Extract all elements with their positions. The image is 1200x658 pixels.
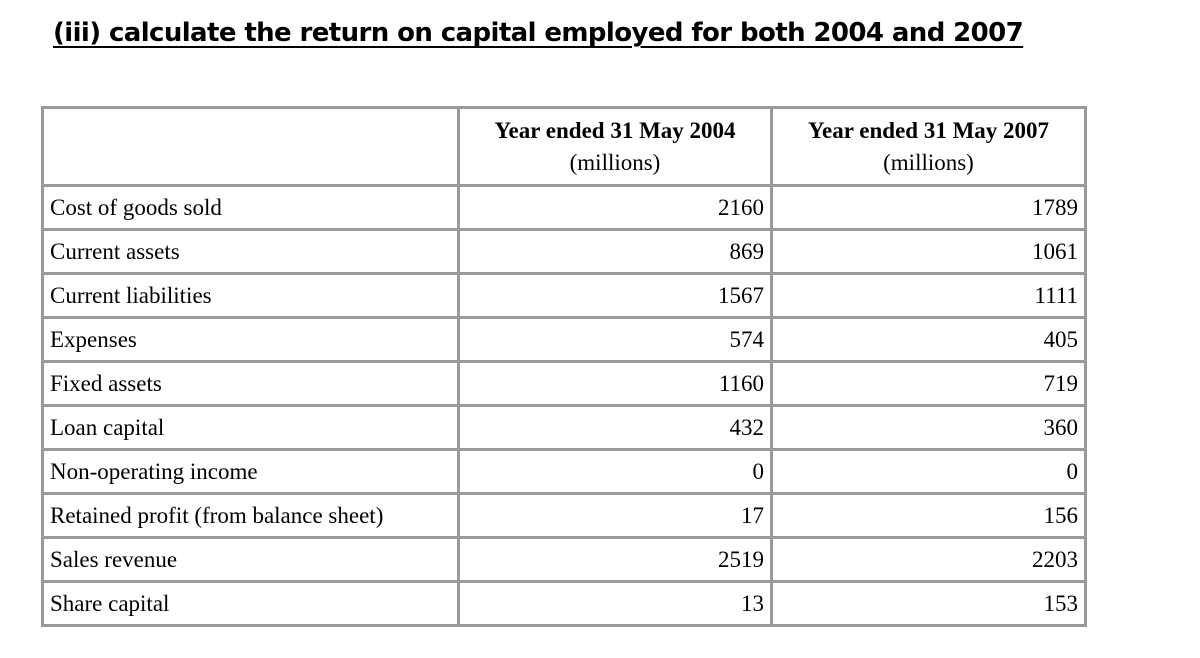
table-row — [44, 451, 1084, 495]
header-year-2007-unit: (millions) — [883, 149, 974, 175]
table-row — [44, 495, 1084, 539]
value-2007: 360 — [773, 407, 1084, 451]
table-row — [44, 231, 1084, 275]
value-2007: 719 — [773, 363, 1084, 407]
value-2004: 432 — [460, 407, 773, 451]
value-2007: 1789 — [773, 187, 1084, 231]
value-2007: 156 — [773, 495, 1084, 539]
value-2004: 2519 — [460, 539, 773, 583]
financial-data-table — [41, 106, 1087, 627]
header-year-2007-title: Year ended 31 May 2007 — [807, 118, 1050, 144]
value-2004: 1567 — [460, 275, 773, 319]
value-2004: 17 — [460, 495, 773, 539]
row-label: Sales revenue — [44, 539, 460, 583]
value-2004: 574 — [460, 319, 773, 363]
row-label: Current assets — [44, 231, 460, 275]
value-2004: 0 — [460, 451, 773, 495]
table-row — [44, 539, 1084, 583]
row-label: Retained profit (from balance sheet) — [44, 495, 460, 539]
row-label: Loan capital — [44, 407, 460, 451]
row-label: Fixed assets — [44, 363, 460, 407]
value-2007: 2203 — [773, 539, 1084, 583]
header-year-2007 — [773, 109, 1084, 187]
header-corner-cell — [44, 109, 460, 187]
table-row — [44, 275, 1084, 319]
value-2004: 2160 — [460, 187, 773, 231]
value-2007: 405 — [773, 319, 1084, 363]
value-2007: 153 — [1043, 590, 1078, 616]
table-header-row — [44, 109, 1084, 187]
header-year-2004-title: Year ended 31 May 2004 — [494, 118, 736, 144]
row-label: Share capital — [44, 583, 460, 624]
value-2007: 0 — [773, 451, 1084, 495]
value-2004: 1160 — [460, 363, 773, 407]
table-row — [44, 319, 1084, 363]
header-year-2004-unit: (millions) — [569, 149, 661, 175]
header-year-2004 — [460, 109, 773, 187]
table-row — [44, 363, 1084, 407]
row-label: Current liabilities — [44, 275, 460, 319]
table-row — [44, 583, 1084, 624]
value-2004: 13 — [460, 583, 773, 624]
table-row — [44, 407, 1084, 451]
row-label: Non-operating income — [44, 451, 460, 495]
row-label: Expenses — [44, 319, 460, 363]
value-2007: 1061 — [773, 231, 1084, 275]
value-2007: 1111 — [773, 275, 1084, 319]
table-row — [44, 187, 1084, 231]
value-2004: 869 — [460, 231, 773, 275]
row-label: Cost of goods sold — [44, 187, 460, 231]
question-heading: (iii) calculate the return on capital employed for both 2004 and 2007 — [53, 18, 1024, 48]
